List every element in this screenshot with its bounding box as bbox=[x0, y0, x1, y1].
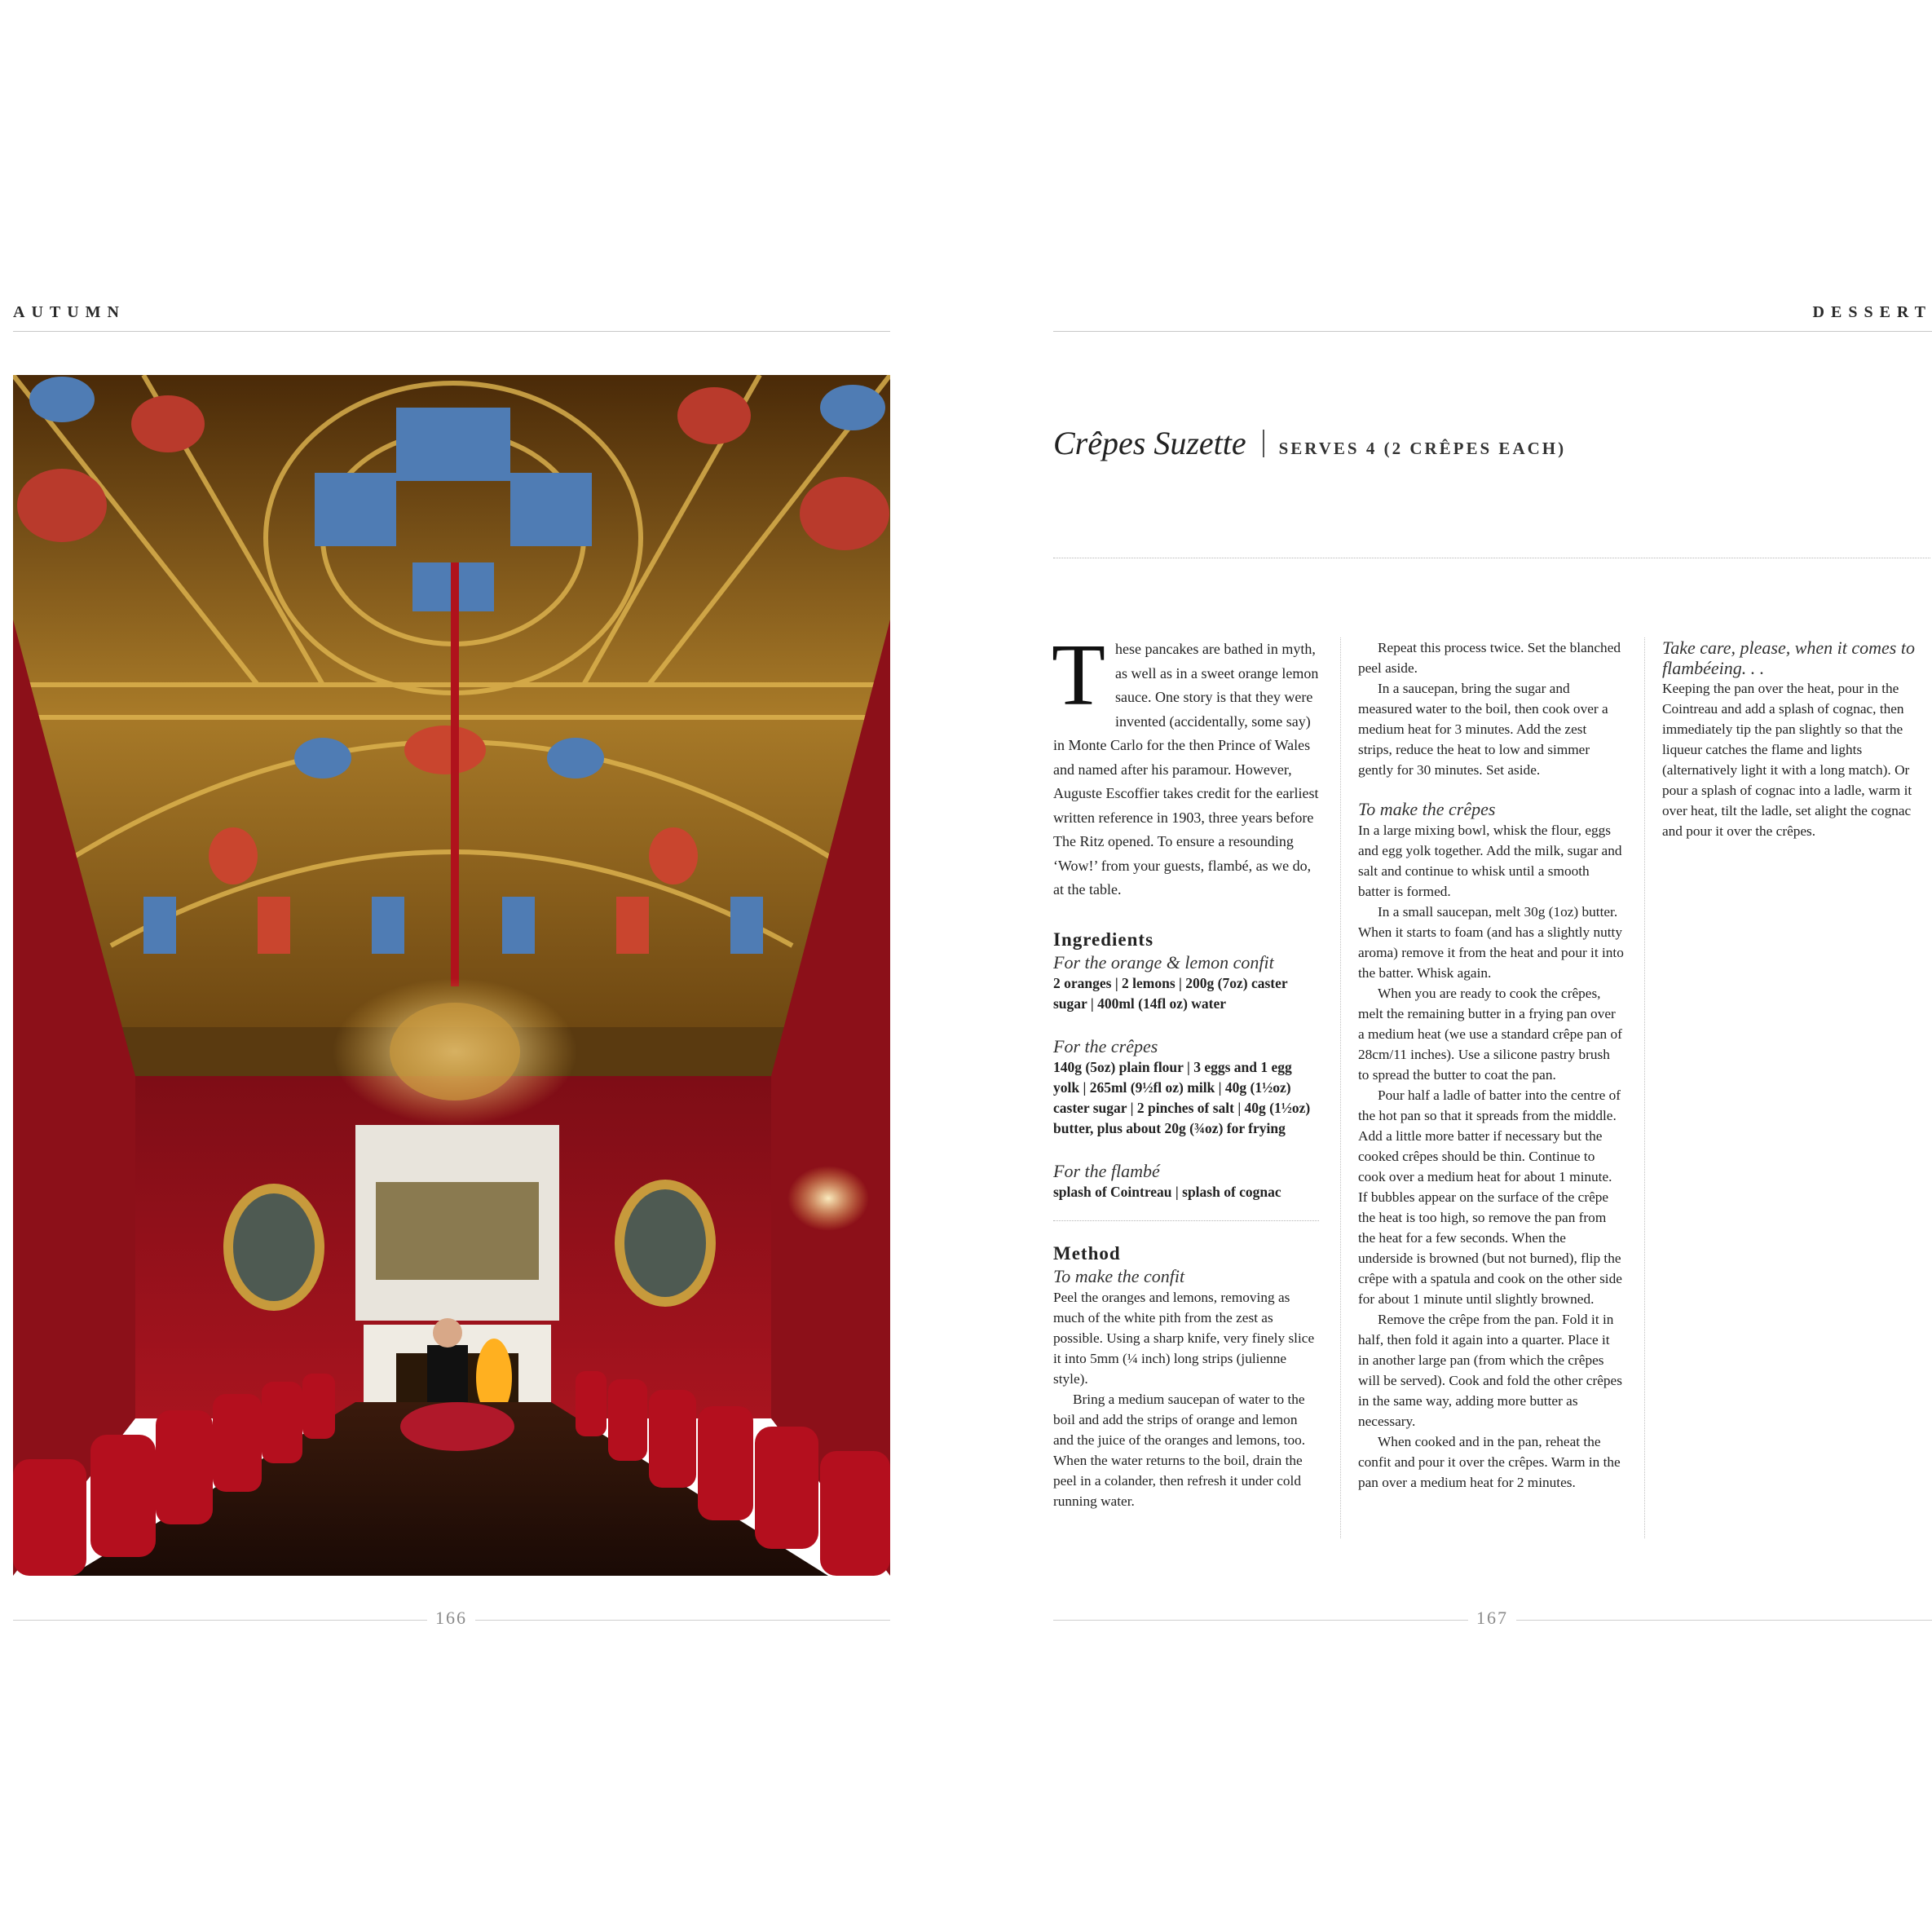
method-crepes-heading: To make the crêpes bbox=[1358, 799, 1496, 819]
ingredients-rule bbox=[1053, 1220, 1319, 1221]
column-divider-2 bbox=[1644, 637, 1645, 1538]
crepes-step-4: Pour half a ladle of batter into the centre of the hot pan so that it spreads from the middle. Add a little more batter if necessary but the cooked crêpes should be thin. Continue to cook over a medium heat for about 1 minute. If bubbles appear on the surface of the crêpe the heat is too high, so remove the pan from the heat for a few seconds. When the underside is browned (but not burned), flip the crêpe with a spatula and cook on the other side for about 1 minute until slightly browned. bbox=[1358, 1087, 1622, 1307]
header-rule-left bbox=[13, 331, 890, 332]
flambe-heading: For the flambé bbox=[1053, 1160, 1160, 1181]
running-head-left: AUTUMN bbox=[13, 303, 126, 321]
column-2 bbox=[1358, 637, 1624, 1493]
crepes-step-3: When you are ready to cook the crêpes, melt the remaining butter in a frying pan over a medium heat (we use a standard crêpe pan of 28cm/11 inches). Use a silicone pastry brush to spread the butter to coat the pan. bbox=[1358, 986, 1622, 1083]
page-number-right: 167 bbox=[1468, 1608, 1516, 1629]
flambe-ingredients: splash of Cointreau | splash of cognac bbox=[1053, 1183, 1281, 1200]
recipe-serves: SERVES 4 (2 CRÊPES EACH) bbox=[1278, 439, 1567, 458]
crepes-step-2: In a small saucepan, melt 30g (1oz) butter. When it starts to foam (and has a slightly nutty aroma) remove it from the heat and pour it into the batter. Whisk again. bbox=[1358, 904, 1624, 981]
tip-heading: Take care, please, when it comes to flambéeing. . . bbox=[1662, 637, 1915, 678]
column-1 bbox=[1052, 627, 1319, 1511]
crepes-step-1: In a large mixing bowl, whisk the flour, eggs and egg yolk together. Add the milk, sugar and salt and continue to whisk until a smooth batter is formed. bbox=[1358, 823, 1622, 899]
method-heading: Method bbox=[1053, 1242, 1121, 1264]
method-confit-step-3: Repeat this process twice. Set the blanched peel aside. bbox=[1358, 640, 1621, 676]
dining-room-photo bbox=[13, 375, 890, 1576]
recipe-title-row bbox=[1053, 424, 1566, 462]
ingredients-heading: Ingredients bbox=[1053, 929, 1154, 950]
method-confit-step-4: In a saucepan, bring the sugar and measured water to the boil, then cook over a medium heat for 3 minutes. Add the zest strips, reduce the heat to low and simmer gently for 30 minutes. Set aside. bbox=[1358, 681, 1608, 778]
intro-paragraph bbox=[1052, 627, 1319, 902]
tip-text: Keeping the pan over the heat, pour in the Cointreau and add a splash of cognac, then immediately tip the pan slightly so that the liqueur catches the flame and lights (alternatively light it with a long match). Or pour a splash of cognac into a ladle, warm it over heat, tilt the ladle, set alight the cognac and pour it over the crêpes. bbox=[1662, 681, 1912, 839]
intro-text: hese pancakes are bathed in myth, as well as in a sweet orange lemon sauce. One story is that they were invented (accidentally, some say) in Monte Carlo for the then Prince of Wales and named after his paramour. However, Auguste Escoffier takes credit for the earliest written reference in 1903, three years before The Ritz opened. To ensure a resounding ‘Wow!’ from your guests, flambé, as we do, at the table. bbox=[1053, 641, 1319, 898]
running-head-right: DESSERT bbox=[1812, 303, 1932, 321]
column-3 bbox=[1662, 637, 1931, 841]
method-confit-heading: To make the confit bbox=[1053, 1265, 1185, 1286]
confit-ingredients: 2 oranges | 2 lemons | 200g (7oz) caster sugar | 400ml (14fl oz) water bbox=[1053, 974, 1288, 1012]
method-confit-step-2: Bring a medium saucepan of water to the boil and add the strips of orange and lemon and the juice of the oranges and lemons, too. When the water returns to the boil, drain the peel in a colander, then refresh it under cold running water. bbox=[1053, 1391, 1306, 1509]
confit-heading: For the orange & lemon confit bbox=[1053, 951, 1274, 973]
crepes-step-5: Remove the crêpe from the pan. Fold it in half, then fold it again into a quarter. Place it in another large pan (from which the crêpes will be served). Cook and fold the other crêpes in the same way, adding more butter as necessary. bbox=[1358, 1312, 1622, 1429]
drop-cap: T bbox=[1052, 627, 1105, 724]
crepes-step-6: When cooked and in the pan, reheat the confit and pour it over the crêpes. Warm in the pan over a medium heat for 2 minutes. bbox=[1358, 1434, 1621, 1490]
header-rule-right bbox=[1053, 331, 1932, 332]
column-divider-1 bbox=[1340, 637, 1341, 1538]
crepes-heading: For the crêpes bbox=[1053, 1035, 1158, 1056]
title-separator bbox=[1263, 430, 1264, 457]
recipe-title: Crêpes Suzette bbox=[1053, 425, 1246, 461]
page-number-left: 166 bbox=[427, 1608, 475, 1629]
method-confit-step-1: Peel the oranges and lemons, removing as much of the white pith from the zest as possible. Using a sharp knife, very finely slice it into 5mm (¼ inch) long strips (julienne style). bbox=[1053, 1289, 1315, 1387]
crepes-ingredients: 140g (5oz) plain flour | 3 eggs and 1 egg yolk | 265ml (9½fl oz) milk | 40g (1½oz) caster sugar | 2 pinches of salt | 40g (1½oz) butter, plus about 20g (¾oz) for frying bbox=[1053, 1058, 1311, 1136]
